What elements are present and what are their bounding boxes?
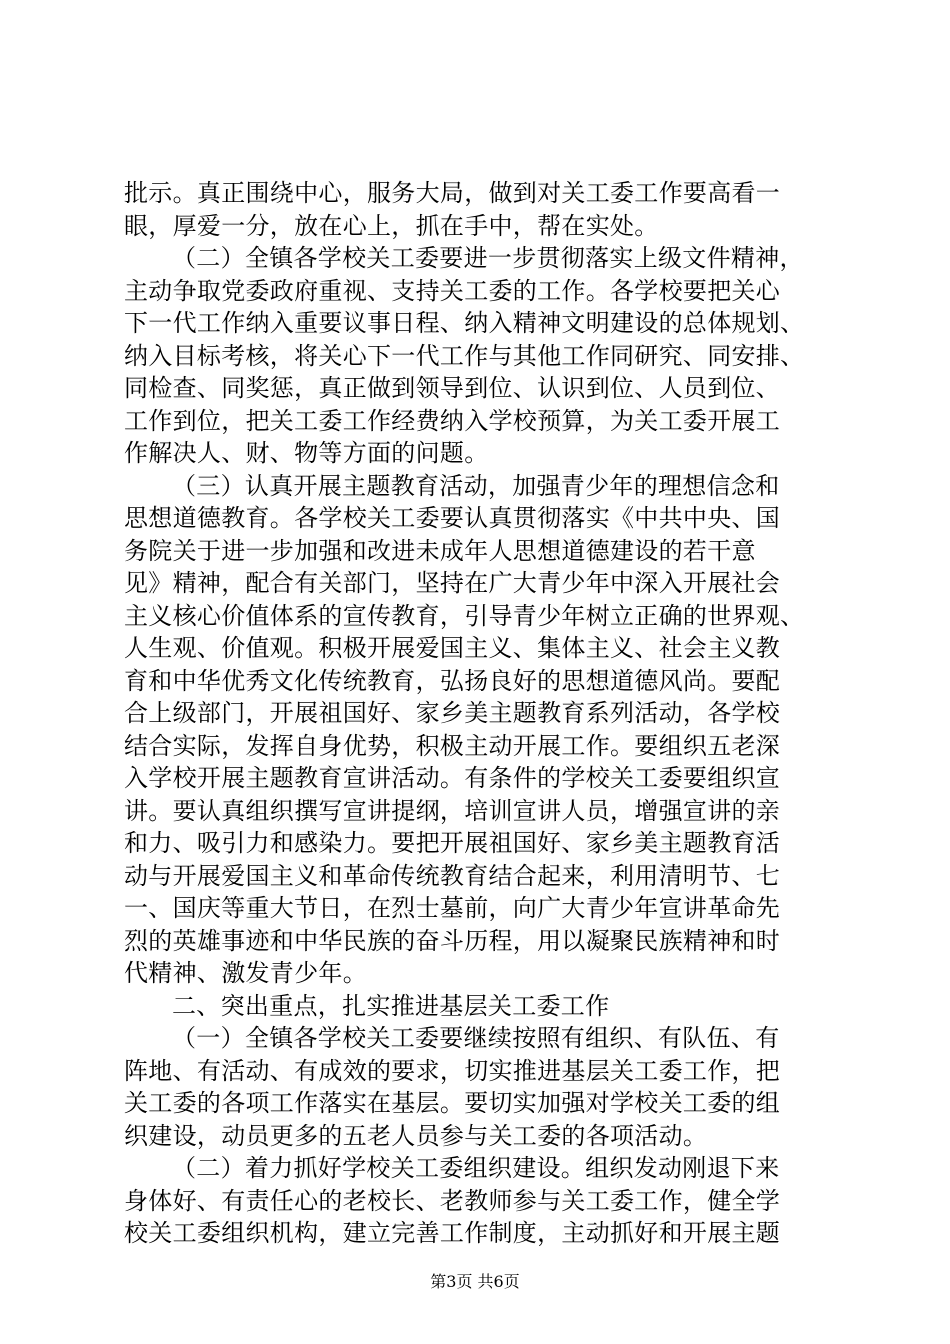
text-line: 一、国庆等重大节日，在烈士墓前，向广大青少年宣讲革命先 [124,894,781,922]
text-line: （三）认真开展主题教育活动，加强青少年的理想信念和 [172,471,780,500]
text-line: 见》精神，配合有关部门，坚持在广大青少年中深入开展社会 [124,569,781,597]
text-line: 和力、吸引力和感染力。要把开展祖国好、家乡美主题教育活 [124,829,781,857]
text-line: 眼，厚爱一分，放在心上，抓在手中，帮在实处。 [124,211,659,240]
section-heading: 二、突出重点，扎实推进基层关工委工作 [172,991,610,1020]
text-line: 主义核心价值体系的宣传教育，引导青少年树立正确的世界观、 [124,601,805,630]
text-line: （二）全镇各学校关工委要进一步贯彻落实上级文件精神， [172,244,804,272]
text-line: 代精神、激发青少年。 [124,959,367,987]
text-line: 思想道德教育。各学校关工委要认真贯彻落实《中共中央、国 [124,504,781,532]
text-line: 身体好、有责任心的老校长、老教师参与关工委工作，健全学 [124,1186,781,1215]
text-line: 作解决人、财、物等方面的问题。 [124,439,489,467]
text-line: 动与开展爱国主义和革命传统教育结合起来，利用清明节、七 [124,861,781,890]
text-line: 烈的英雄事迹和中华民族的奋斗历程，用以凝聚民族精神和时 [124,926,781,955]
text-line: 同检查、同奖惩，真正做到领导到位、认识到位、人员到位、 [124,374,781,402]
text-line: （二）着力抓好学校关工委组织建设。组织发动刚退下来 [172,1154,780,1182]
text-line: 讲。要认真组织撰写宣讲提纲，培训宣讲人员，增强宣讲的亲 [124,796,781,825]
text-line: 主动争取党委政府重视、支持关工委的工作。各学校要把关心 [124,276,781,305]
text-line: 合上级部门，开展祖国好、家乡美主题教育系列活动，各学校 [124,699,781,727]
page-footer [0,1272,950,1292]
text-line: 入学校开展主题教育宣讲活动。有条件的学校关工委要组织宣 [124,764,781,792]
text-line: 关工委的各项工作落实在基层。要切实加强对学校关工委的组 [124,1089,781,1117]
text-line: 人生观、价值观。积极开展爱国主义、集体主义、社会主义教 [124,634,781,662]
page-number: 第3页 共6页 [430,1272,520,1291]
text-line: 结合实际，发挥自身优势，积极主动开展工作。要组织五老深 [124,731,781,760]
text-line: 批示。真正围绕中心，服务大局，做到对关工委工作要高看一 [124,179,781,207]
text-line: 工作到位，把关工委工作经费纳入学校预算，为关工委开展工 [124,406,781,435]
text-line: 纳入目标考核，将关心下一代工作与其他工作同研究、同安排、 [124,341,805,370]
text-line: 校关工委组织机构，建立完善工作制度，主动抓好和开展主题 [124,1219,781,1247]
text-line: 务院关于进一步加强和改进未成年人思想道德建设的若干意 [124,536,756,565]
text-line: （一）全镇各学校关工委要继续按照有组织、有队伍、有 [172,1024,780,1052]
text-line: 下一代工作纳入重要议事日程、纳入精神文明建设的总体规划、 [124,309,805,337]
text-line: 阵地、有活动、有成效的要求，切实推进基层关工委工作，把 [124,1056,781,1085]
text-line: 育和中华优秀文化传统教育，弘扬良好的思想道德风尚。要配 [124,666,781,695]
text-line: 织建设，动员更多的五老人员参与关工委的各项活动。 [124,1121,708,1150]
